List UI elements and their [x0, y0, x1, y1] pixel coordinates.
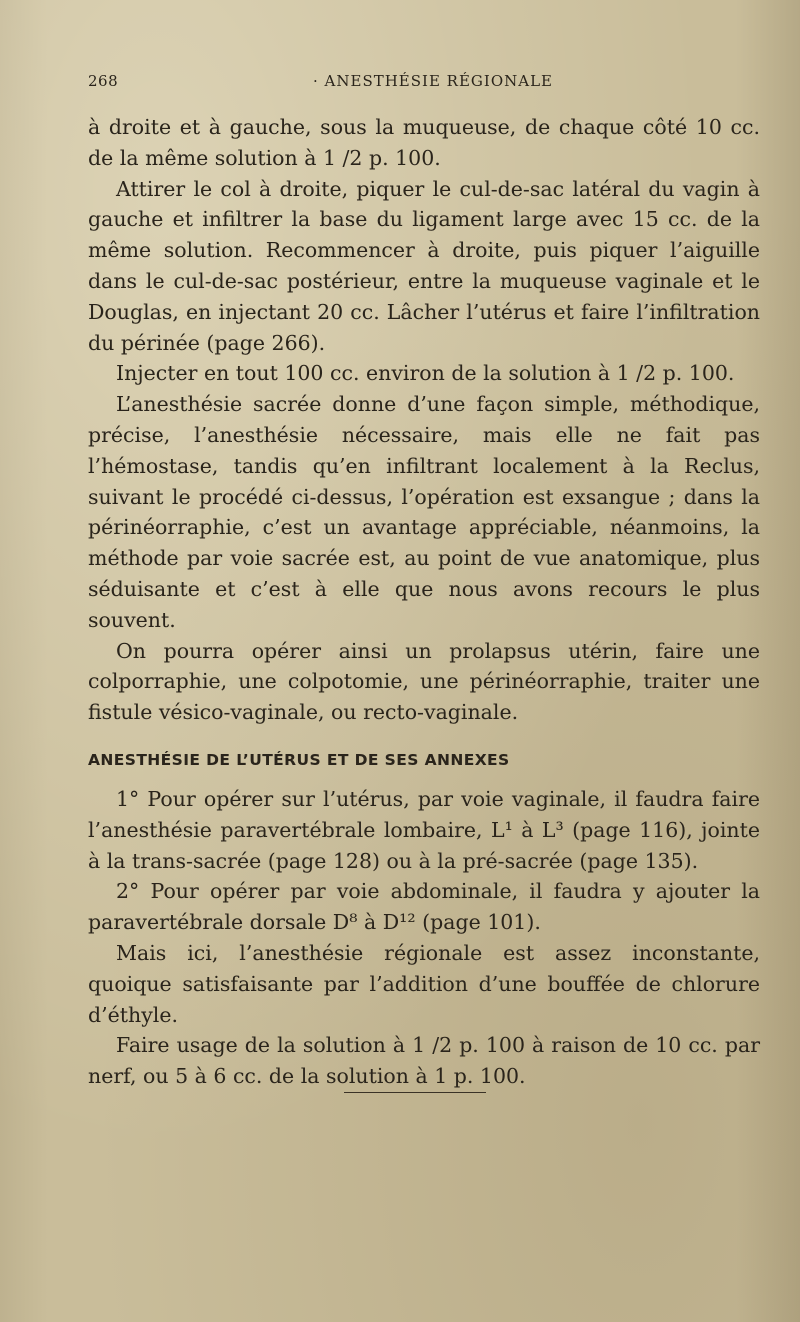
running-title: · ANESTHÉSIE RÉGIONALE	[313, 72, 553, 90]
section-paragraph: Mais ici, l’anesthésie régionale est assez inconstante, quoique satisfaisante par l’addition d’une bouffée de chlorure d’éthyle.	[88, 940, 760, 1027]
paragraph: On pourra opérer ainsi un prolapsus utérin, faire une colporraphie, une colpotomie, une périnéorraphie, traiter une fistule vésico-vaginale, ou recto-vaginale.	[88, 638, 760, 725]
section-heading: ANESTHÉSIE DE L’UTÉRUS ET DE SES ANNEXES	[88, 750, 510, 769]
body-text	[88, 112, 760, 1092]
paragraph: L’anesthésie sacrée donne d’une façon simple, méthodique, précise, l’anesthésie nécessaire, mais elle ne fait pas l’hémostase, tandis qu’en infiltrant localement à la Reclus, suivant le procédé ci-dessus, l’opération est exsangue ; dans la périnéorraphie, c’est un avantage appréciable, néanmoins, la méthode par voie sacrée est, au point de vue anatomique, plus séduisante et c’est à elle que nous avons recours le plus souvent.	[88, 392, 760, 632]
paragraph: Attirer le col à droite, piquer le cul-de-sac latéral du vagin à gauche et infiltrer la base du ligament large avec 15 cc. de la même solution. Recommencer à droite, puis piquer l’aiguille dans le cul-de-sac postérieur, entre la muqueuse vaginale et le Douglas, en injectant 20 cc. Lâcher l’utérus et faire l’infiltration du périnée (page 266).	[88, 176, 760, 355]
section-paragraph: 2° Pour opérer par voie abdominale, il faudra y ajouter la paravertébrale dorsale D⁸ à D¹² (page 101).	[88, 879, 760, 935]
paragraph: Injecter en tout 100 cc. environ de la solution à 1 /2 p. 100.	[116, 361, 735, 386]
running-header	[88, 72, 748, 96]
section-paragraph: Faire usage de la solution à 1 /2 p. 100 à raison de 10 cc. par nerf, ou 5 à 6 cc. de la solution à 1 p. 100.	[88, 1033, 760, 1089]
page-number: 268	[88, 72, 119, 90]
paragraph: à droite et à gauche, sous la muqueuse, de chaque côté 10 cc. de la même solution à 1 /2 p. 100.	[88, 115, 760, 170]
section-paragraph: 1° Pour opérer sur l’utérus, par voie vaginale, il faudra faire l’anesthésie paravertébrale lombaire, L¹ à L³ (page 116), jointe à la trans-sacrée (page 128) ou à la pré-sacrée (page 135).	[88, 786, 760, 873]
end-rule-divider	[344, 1092, 486, 1093]
